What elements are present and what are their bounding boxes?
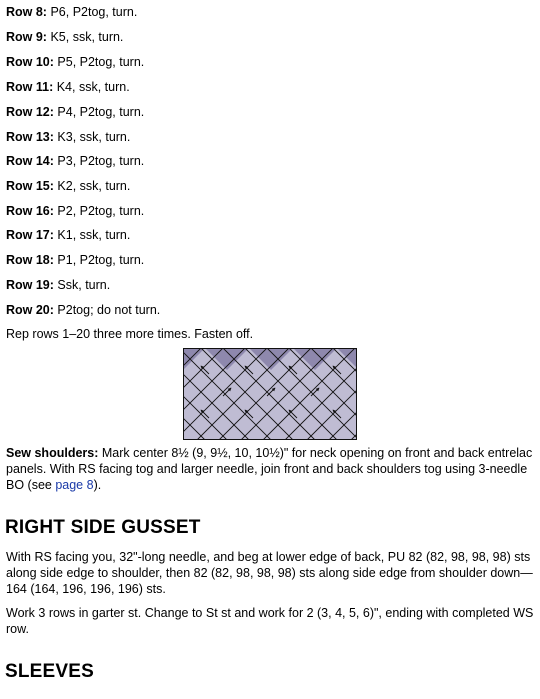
row-line: Row 19: Ssk, turn. bbox=[6, 278, 111, 292]
section-heading-gusset: RIGHT SIDE GUSSET bbox=[5, 517, 201, 538]
row-line: Row 9: K5, ssk, turn. bbox=[6, 30, 124, 44]
rep-instruction: Rep rows 1–20 three more times. Fasten off. bbox=[6, 327, 254, 341]
page-link[interactable]: page 8 bbox=[55, 478, 94, 492]
row-line: Row 17: K1, ssk, turn. bbox=[6, 228, 131, 242]
gusset-paragraph-1: With RS facing you, 32"-long needle, and beg at lower edge of back, PU 82 (82, 98, 98, 98) sts along side edge to shoulder, then 82 (82, 98, 98, 98) sts along side edge from shoulder down—164 (164, 196, 196, 196) sts. bbox=[6, 550, 533, 596]
row-line: Row 10: P5, P2tog, turn. bbox=[6, 55, 145, 69]
row-line: Row 16: P2, P2tog, turn. bbox=[6, 204, 145, 218]
row-line: Row 14: P3, P2tog, turn. bbox=[6, 154, 145, 168]
row-line: Row 12: P4, P2tog, turn. bbox=[6, 105, 145, 119]
section-heading-sleeves: SLEEVES bbox=[5, 661, 95, 682]
row-line: Row 20: P2tog; do not turn. bbox=[6, 303, 161, 317]
row-line: Row 11: K4, ssk, turn. bbox=[6, 80, 130, 94]
entrelac-diagram bbox=[183, 348, 357, 440]
row-line: Row 18: P1, P2tog, turn. bbox=[6, 253, 145, 267]
row-line: Row 8: P6, P2tog, turn. bbox=[6, 5, 138, 19]
row-line: Row 15: K2, ssk, turn. bbox=[6, 179, 131, 193]
row-line: Row 13: K3, ssk, turn. bbox=[6, 130, 131, 144]
sew-shoulders-paragraph: Sew shoulders: Mark center 8½ (9, 9½, 10, 10½)" for neck opening on front and back entrelac panels. With RS facing tog and larger needle, join front and back shoulders tog using 3-needle BO (see page 8). bbox=[6, 446, 533, 492]
gusset-paragraph-2: Work 3 rows in garter st. Change to St st and work for 2 (3, 4, 5, 6)", ending with completed WS row. bbox=[6, 606, 534, 636]
